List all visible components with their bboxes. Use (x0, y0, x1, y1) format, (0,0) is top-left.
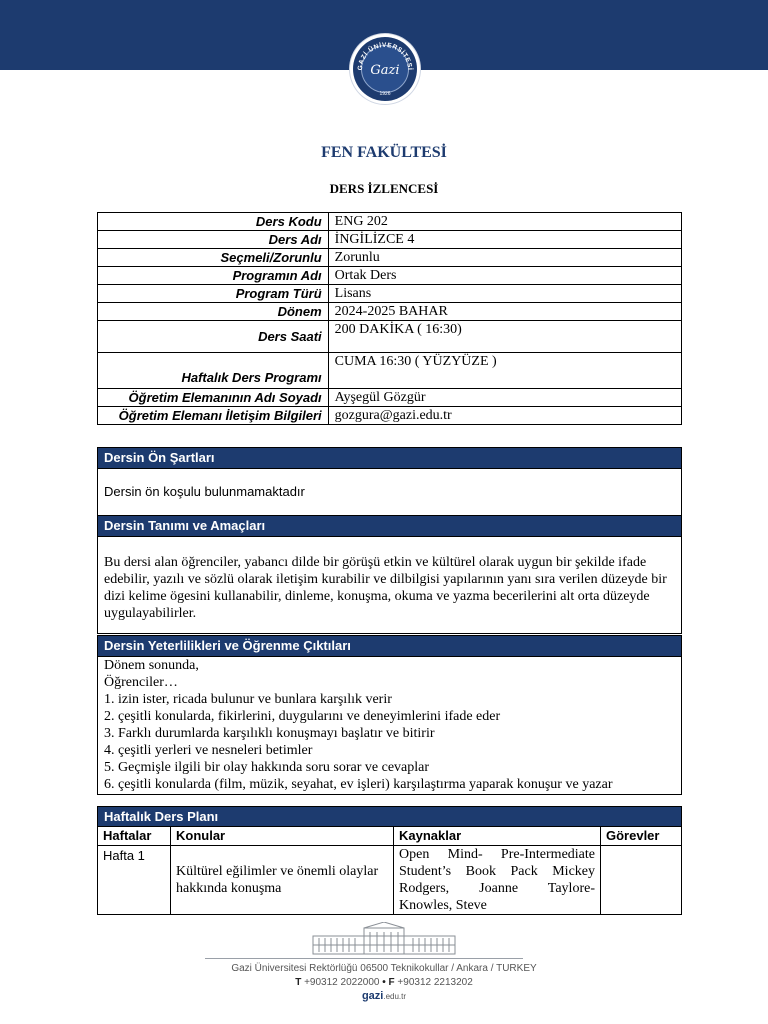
svg-text:Gazi: Gazi (370, 63, 400, 78)
logo-year: 1926 (379, 91, 391, 97)
info-value: ENG 202 (328, 213, 681, 231)
info-value: Zorunlu (328, 249, 681, 267)
column-header: Konular (171, 827, 394, 846)
info-label: Programın Adı (98, 267, 329, 285)
weekly-plan-table (97, 826, 682, 915)
topic-cell: Kültürel eğilimler ve önemli olaylar hakkında konuşma (171, 846, 394, 915)
info-value: CUMA 16:30 ( YÜZYÜZE ) (328, 353, 681, 389)
table-row (98, 846, 682, 915)
footer-address: Gazi Üniversitesi Rektörlüğü 06500 Teknikokullar / Ankara / TURKEY (231, 963, 537, 974)
website-main: gazi (361, 990, 384, 1002)
university-logo (350, 34, 420, 104)
info-label: Dönem (98, 303, 329, 321)
info-label: Ders Adı (98, 231, 329, 249)
info-value: 2024-2025 BAHAR (328, 303, 681, 321)
fax-label: F (388, 977, 395, 988)
website-suffix: .edu.tr (383, 992, 407, 1001)
tasks-cell (601, 846, 682, 915)
faculty-title: FEN FAKÜLTESİ (321, 144, 447, 161)
outcomes-section (97, 635, 682, 795)
section-heading: Dersin Ön Şartları (98, 448, 681, 468)
info-row (98, 285, 682, 303)
prerequisites-section (97, 447, 682, 516)
outcome-line: Öğrenciler… (104, 675, 178, 690)
column-header: Haftalar (98, 827, 171, 846)
info-row (98, 321, 682, 353)
info-row (98, 267, 682, 285)
outcomes-list (98, 656, 681, 794)
info-row (98, 407, 682, 425)
phone-label: T (295, 977, 302, 988)
weekly-plan-section (97, 806, 682, 915)
source-cell: Open Mind- Pre-Intermediate Student’s Book Pack Mickey Rodgers, Joanne Taylore-Knowles, Steve (394, 846, 601, 915)
footer-divider (205, 958, 523, 959)
table-header-row (98, 827, 682, 846)
outcome-line: 5. Geçmişle ilgili bir olay hakkında soru sorar ve cevaplar (104, 760, 430, 775)
info-label: Haftalık Ders Programı (98, 353, 329, 389)
phone-number: +90312 2022000 (304, 977, 380, 988)
building-illustration (309, 922, 459, 956)
info-value: İNGİLİZCE 4 (328, 231, 681, 249)
document-title: DERS İZLENCESİ (329, 181, 439, 196)
section-heading: Dersin Tanımı ve Amaçları (98, 516, 681, 536)
fax-number: +90312 2213202 (397, 977, 473, 988)
logo-text: GAZİ ÜNİVERSİTESİ (356, 41, 414, 71)
info-value: 200 DAKİKA ( 16:30) (328, 321, 681, 353)
week-cell: Hafta 1 (98, 846, 171, 915)
column-header: Görevler (601, 827, 682, 846)
section-heading: Haftalık Ders Planı (97, 806, 682, 826)
info-row (98, 389, 682, 407)
outcome-line: 1. izin ister, ricada bulunur ve bunlara karşılık verir (104, 692, 392, 707)
info-value: Lisans (328, 285, 681, 303)
outcome-line: Dönem sonunda, (104, 658, 199, 673)
outcome-line: 4. çeşitli yerleri ve nesneleri betimler (104, 743, 313, 758)
info-label: Ders Kodu (98, 213, 329, 231)
section-heading: Dersin Yeterlilikleri ve Öğrenme Çıktıları (98, 636, 681, 656)
info-row (98, 353, 682, 389)
info-row (98, 303, 682, 321)
info-label: Öğretim Elemanının Adı Soyadı (98, 389, 329, 407)
info-row (98, 249, 682, 267)
column-header: Kaynaklar (394, 827, 601, 846)
description-text: Bu dersi alan öğrenciler, yabancı dilde bir görüşü etkin ve kültürel olarak uygun bir şekilde ifade edebilir, yazılı ve sözlü olarak iletişim kurabilir ve dilbilgisi yapılarının yanı sıra verilen düzeyde bir dizi kelime ögesini kullanabilir, dinleme, konuşma, okuma ve yazma becerilerini alt orta düzeyde uygulayabilirler. (98, 536, 681, 633)
info-label: Seçmeli/Zorunlu (98, 249, 329, 267)
info-row (98, 231, 682, 249)
info-row (98, 213, 682, 231)
info-value: Ortak Ders (328, 267, 681, 285)
info-label: Ders Saati (98, 321, 329, 353)
info-value: gozgura@gazi.edu.tr (328, 407, 681, 425)
outcome-line: 6. çeşitli konularda (film, müzik, seyahat, ev işleri) karşılaştırma yaparak konuşur ve yazar (104, 777, 613, 792)
info-label: Program Türü (98, 285, 329, 303)
outcome-line: 3. Farklı durumlarda karşılıklı konuşmayı başlatır ve bitirir (104, 726, 435, 741)
prerequisites-text: Dersin ön koşulu bulunmamaktadır (98, 468, 681, 515)
footer-contact: T +90312 2022000 • F +90312 2213202 (295, 977, 473, 988)
course-info-table (97, 212, 682, 425)
info-label: Öğretim Elemanı İletişim Bilgileri (98, 407, 329, 425)
description-section (97, 515, 682, 634)
outcome-line: 2. çeşitli konularda, fikirlerini, duygularını ve deneyimlerini ifade eder (104, 709, 501, 724)
info-value: Ayşegül Gözgür (328, 389, 681, 407)
footer-website (0, 990, 768, 1002)
